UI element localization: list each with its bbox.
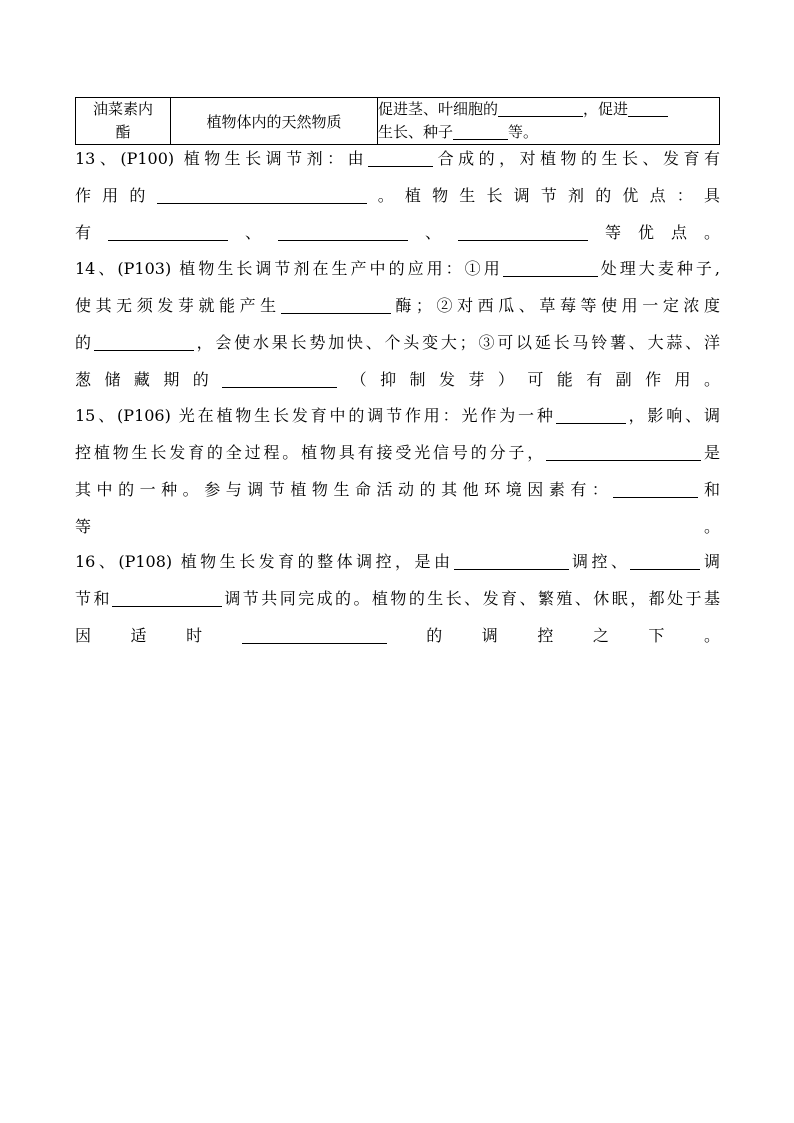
- q15-line-1: [75, 397, 720, 434]
- fill-blank[interactable]: [222, 369, 337, 388]
- q14-text: 葱储藏期的: [75, 370, 223, 389]
- fill-blank[interactable]: [546, 442, 701, 461]
- fill-blank[interactable]: [94, 332, 194, 351]
- q13-text: 合成的，对植物的生长、发育有: [433, 149, 720, 168]
- fill-blank[interactable]: [613, 479, 698, 498]
- q13-text: 。植物生长调节剂的优点：具: [366, 186, 720, 205]
- hormone-source-cell: 植物体内的天然物质: [171, 98, 378, 145]
- q13-text: 、: [408, 223, 458, 242]
- effect-text-b: ，促进: [583, 100, 629, 118]
- q16-text: 16、(P108) 植物生长发育的整体调控，是由: [75, 552, 454, 571]
- fill-blank[interactable]: [628, 98, 668, 117]
- q15-line-3: [75, 471, 720, 508]
- fill-blank[interactable]: [503, 258, 598, 277]
- hormone-name-cell: [76, 98, 171, 145]
- q15-text: 其中的一种。参与调节植物生命活动的其他环境因素有：: [75, 480, 614, 499]
- q15-text: 控植物生长发育的全过程。植物具有接受光信号的分子，: [75, 443, 547, 462]
- hormone-effect-cell: [378, 98, 720, 145]
- hormone-name-line1: 油菜素内: [92, 100, 153, 118]
- question-14: [75, 250, 720, 398]
- q15-text: 和: [698, 480, 720, 499]
- q15-line-4: [75, 508, 720, 545]
- q13-line-2: [75, 177, 720, 214]
- q13-text: 等优点。: [588, 223, 720, 242]
- fill-blank[interactable]: [453, 121, 508, 140]
- q13-text: 、: [228, 223, 278, 242]
- q16-text: 因适时: [75, 626, 242, 645]
- effect-text-d: 等。: [508, 123, 539, 141]
- q16-text: 调: [700, 552, 720, 571]
- q16-line-2: [75, 580, 720, 617]
- q13-line-1: [75, 140, 720, 177]
- q14-line-4: [75, 361, 720, 398]
- hormone-table: [75, 97, 720, 145]
- q14-text: 的: [75, 333, 94, 352]
- fill-blank[interactable]: [498, 98, 583, 117]
- q13-line-3: [75, 214, 720, 251]
- q14-text: 14、(P103) 植物生长调节剂在生产中的应用：①用: [75, 259, 503, 278]
- fill-blank[interactable]: [242, 625, 387, 644]
- q15-text: 是: [701, 443, 720, 462]
- fill-blank[interactable]: [157, 185, 367, 204]
- q13-text: 作用的: [75, 186, 157, 205]
- q14-text: ，会使水果长势加快、个头变大；③可以延长马铃薯、大蒜、洋: [193, 333, 720, 352]
- hormone-name-line2: 酯: [115, 123, 131, 141]
- effect-text-a: 促进茎、叶细胞的: [378, 100, 499, 118]
- q14-line-2: [75, 287, 720, 324]
- q16-text: 调节共同完成的。植物的生长、发育、繁殖、休眠，都处于基: [221, 589, 720, 608]
- table-row: [76, 98, 720, 145]
- q14-line-1: [75, 250, 720, 287]
- q14-text: 酶；②对西瓜、草莓等使用一定浓度: [390, 296, 720, 315]
- q16-text: 调控、: [568, 552, 631, 571]
- q16-text: 节和: [75, 589, 112, 608]
- q16-line-3: [75, 617, 720, 654]
- fill-blank[interactable]: [368, 148, 433, 167]
- q16-line-1: [75, 543, 720, 580]
- question-13: [75, 140, 720, 251]
- q15-text: 等。: [75, 517, 720, 536]
- q13-text: 有: [75, 223, 108, 242]
- q14-text: （抑制发芽）可能有副作用。: [337, 370, 720, 389]
- q14-text: 使其无须发芽就能产生: [75, 296, 281, 315]
- fill-blank[interactable]: [281, 295, 391, 314]
- effect-text-c: 生长、种子: [378, 123, 454, 141]
- fill-blank[interactable]: [108, 222, 228, 241]
- fill-blank[interactable]: [454, 551, 569, 570]
- fill-blank[interactable]: [112, 588, 222, 607]
- q14-line-3: [75, 324, 720, 361]
- question-15: [75, 397, 720, 545]
- q15-text: 15、(P106) 光在植物生长发育中的调节作用：光作为一种: [75, 406, 556, 425]
- question-16: [75, 543, 720, 654]
- q13-text: 13、(P100) 植物生长调节剂：由: [75, 149, 369, 168]
- q16-text: 的调控之下。: [386, 626, 720, 645]
- q14-text: 处理大麦种子,: [597, 259, 720, 278]
- fill-blank[interactable]: [458, 222, 588, 241]
- fill-blank[interactable]: [278, 222, 408, 241]
- q15-text: ，影响、调: [625, 406, 720, 425]
- fill-blank[interactable]: [556, 405, 626, 424]
- q15-line-2: [75, 434, 720, 471]
- fill-blank[interactable]: [630, 551, 700, 570]
